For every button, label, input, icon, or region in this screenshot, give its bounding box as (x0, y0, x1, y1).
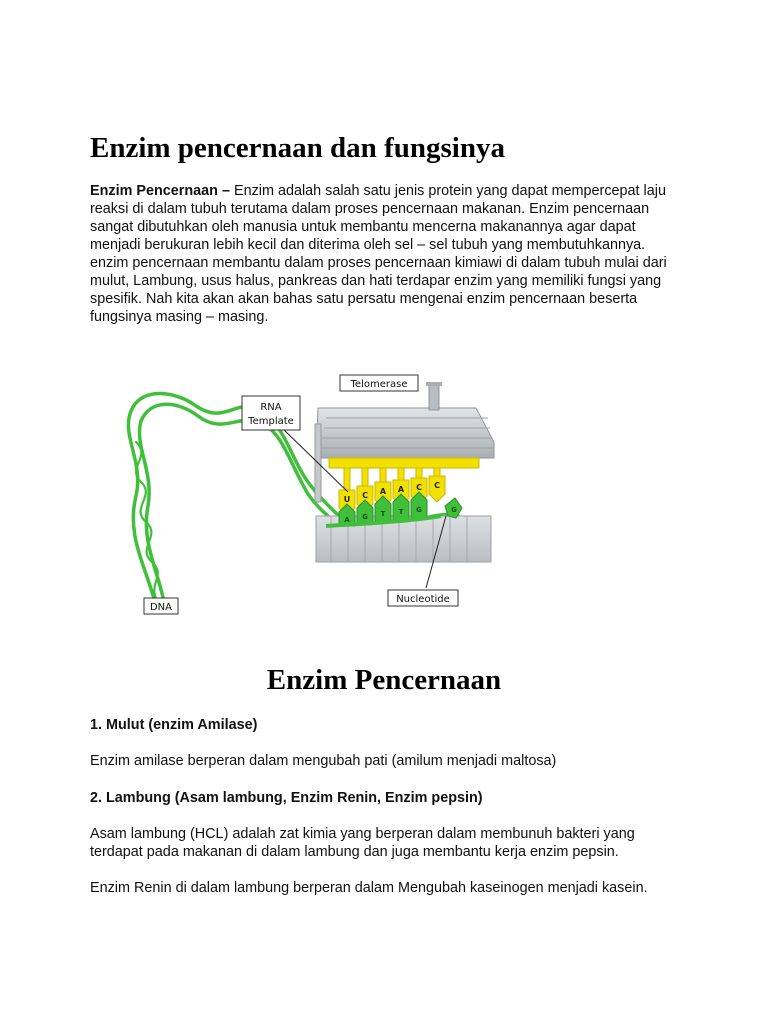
label-nucleotide (388, 590, 458, 606)
svg-text:Template: Template (248, 416, 294, 427)
page-title: Enzim pencernaan dan fungsinya (90, 132, 505, 164)
label-rna-template (242, 396, 300, 430)
svg-text:Nucleotide: Nucleotide (396, 594, 450, 605)
dna-letter-4: T (398, 508, 404, 516)
svg-text:RNA: RNA (260, 402, 282, 413)
svg-text:DNA: DNA (149, 602, 173, 613)
dna-letter-2: G (362, 513, 368, 521)
item1-heading: 1. Mulut (enzim Amilase) (90, 717, 258, 733)
intro-paragraph (90, 182, 680, 326)
item2-heading: 2. Lambung (Asam lambung, Enzim Renin, Enzim pepsin) (90, 790, 483, 806)
dna-letter-3: T (380, 510, 386, 518)
telomerase-machine (315, 382, 494, 562)
item2-text2: Enzim Renin di dalam lambung berperan dalam Mengubah kaseinogen menjadi kasein. (90, 880, 648, 896)
rna-letter-3: A (379, 487, 387, 496)
label-dna (144, 598, 178, 614)
item2-text1: Asam lambung (HCL) adalah zat kimia yang berperan dalam membunuh bakteri yang terdapat pada makanan di dalam lambung dan juga membantu kerja enzim pepsin. (90, 826, 635, 860)
intro-body: Enzim adalah salah satu jenis protein yang dapat mempercepat laju reaksi di dalam tubuh terutama dalam proses pencernaan makanan. Enzim pencernaan sangat dibutuhkan oleh manusia untuk membantu mencerna makanannya agar dapat menjadi berukuran lebih kecil dan diterima oleh sel – sel tubuh yang membutuhkannya. enzim pencernaan membantu dalam proses pencernaan kimiawi di dalam tubuh mulai dari mulut, Lambung, usus halus, pankreas dan hati terdapar enzim yang memiliki fungsi yang spesifik. Nah kita akan akan bahas satu persatu mengenai enzim pencernaan beserta fungsinya masing – masing. (90, 183, 667, 325)
rna-letter-4: A (397, 485, 405, 494)
item1-text: Enzim amilase berperan dalam mengubah pati (amilum menjadi maltosa) (90, 753, 557, 769)
svg-text:Telomerase: Telomerase (350, 379, 408, 390)
dna-letter-1: A (344, 516, 350, 524)
label-telomerase (340, 375, 418, 391)
intro-lead: Enzim Pencernaan – (90, 183, 230, 199)
rna-letter-5: C (416, 483, 422, 492)
rna-letter-6: C (434, 481, 440, 490)
rna-letter-1: U (343, 495, 351, 504)
section-heading: Enzim Pencernaan (266, 664, 502, 696)
dna-letter-6: G (451, 506, 457, 514)
telomerase-figure (86, 366, 506, 622)
dna-letter-5: G (416, 506, 422, 514)
rna-letter-2: C (362, 491, 368, 500)
